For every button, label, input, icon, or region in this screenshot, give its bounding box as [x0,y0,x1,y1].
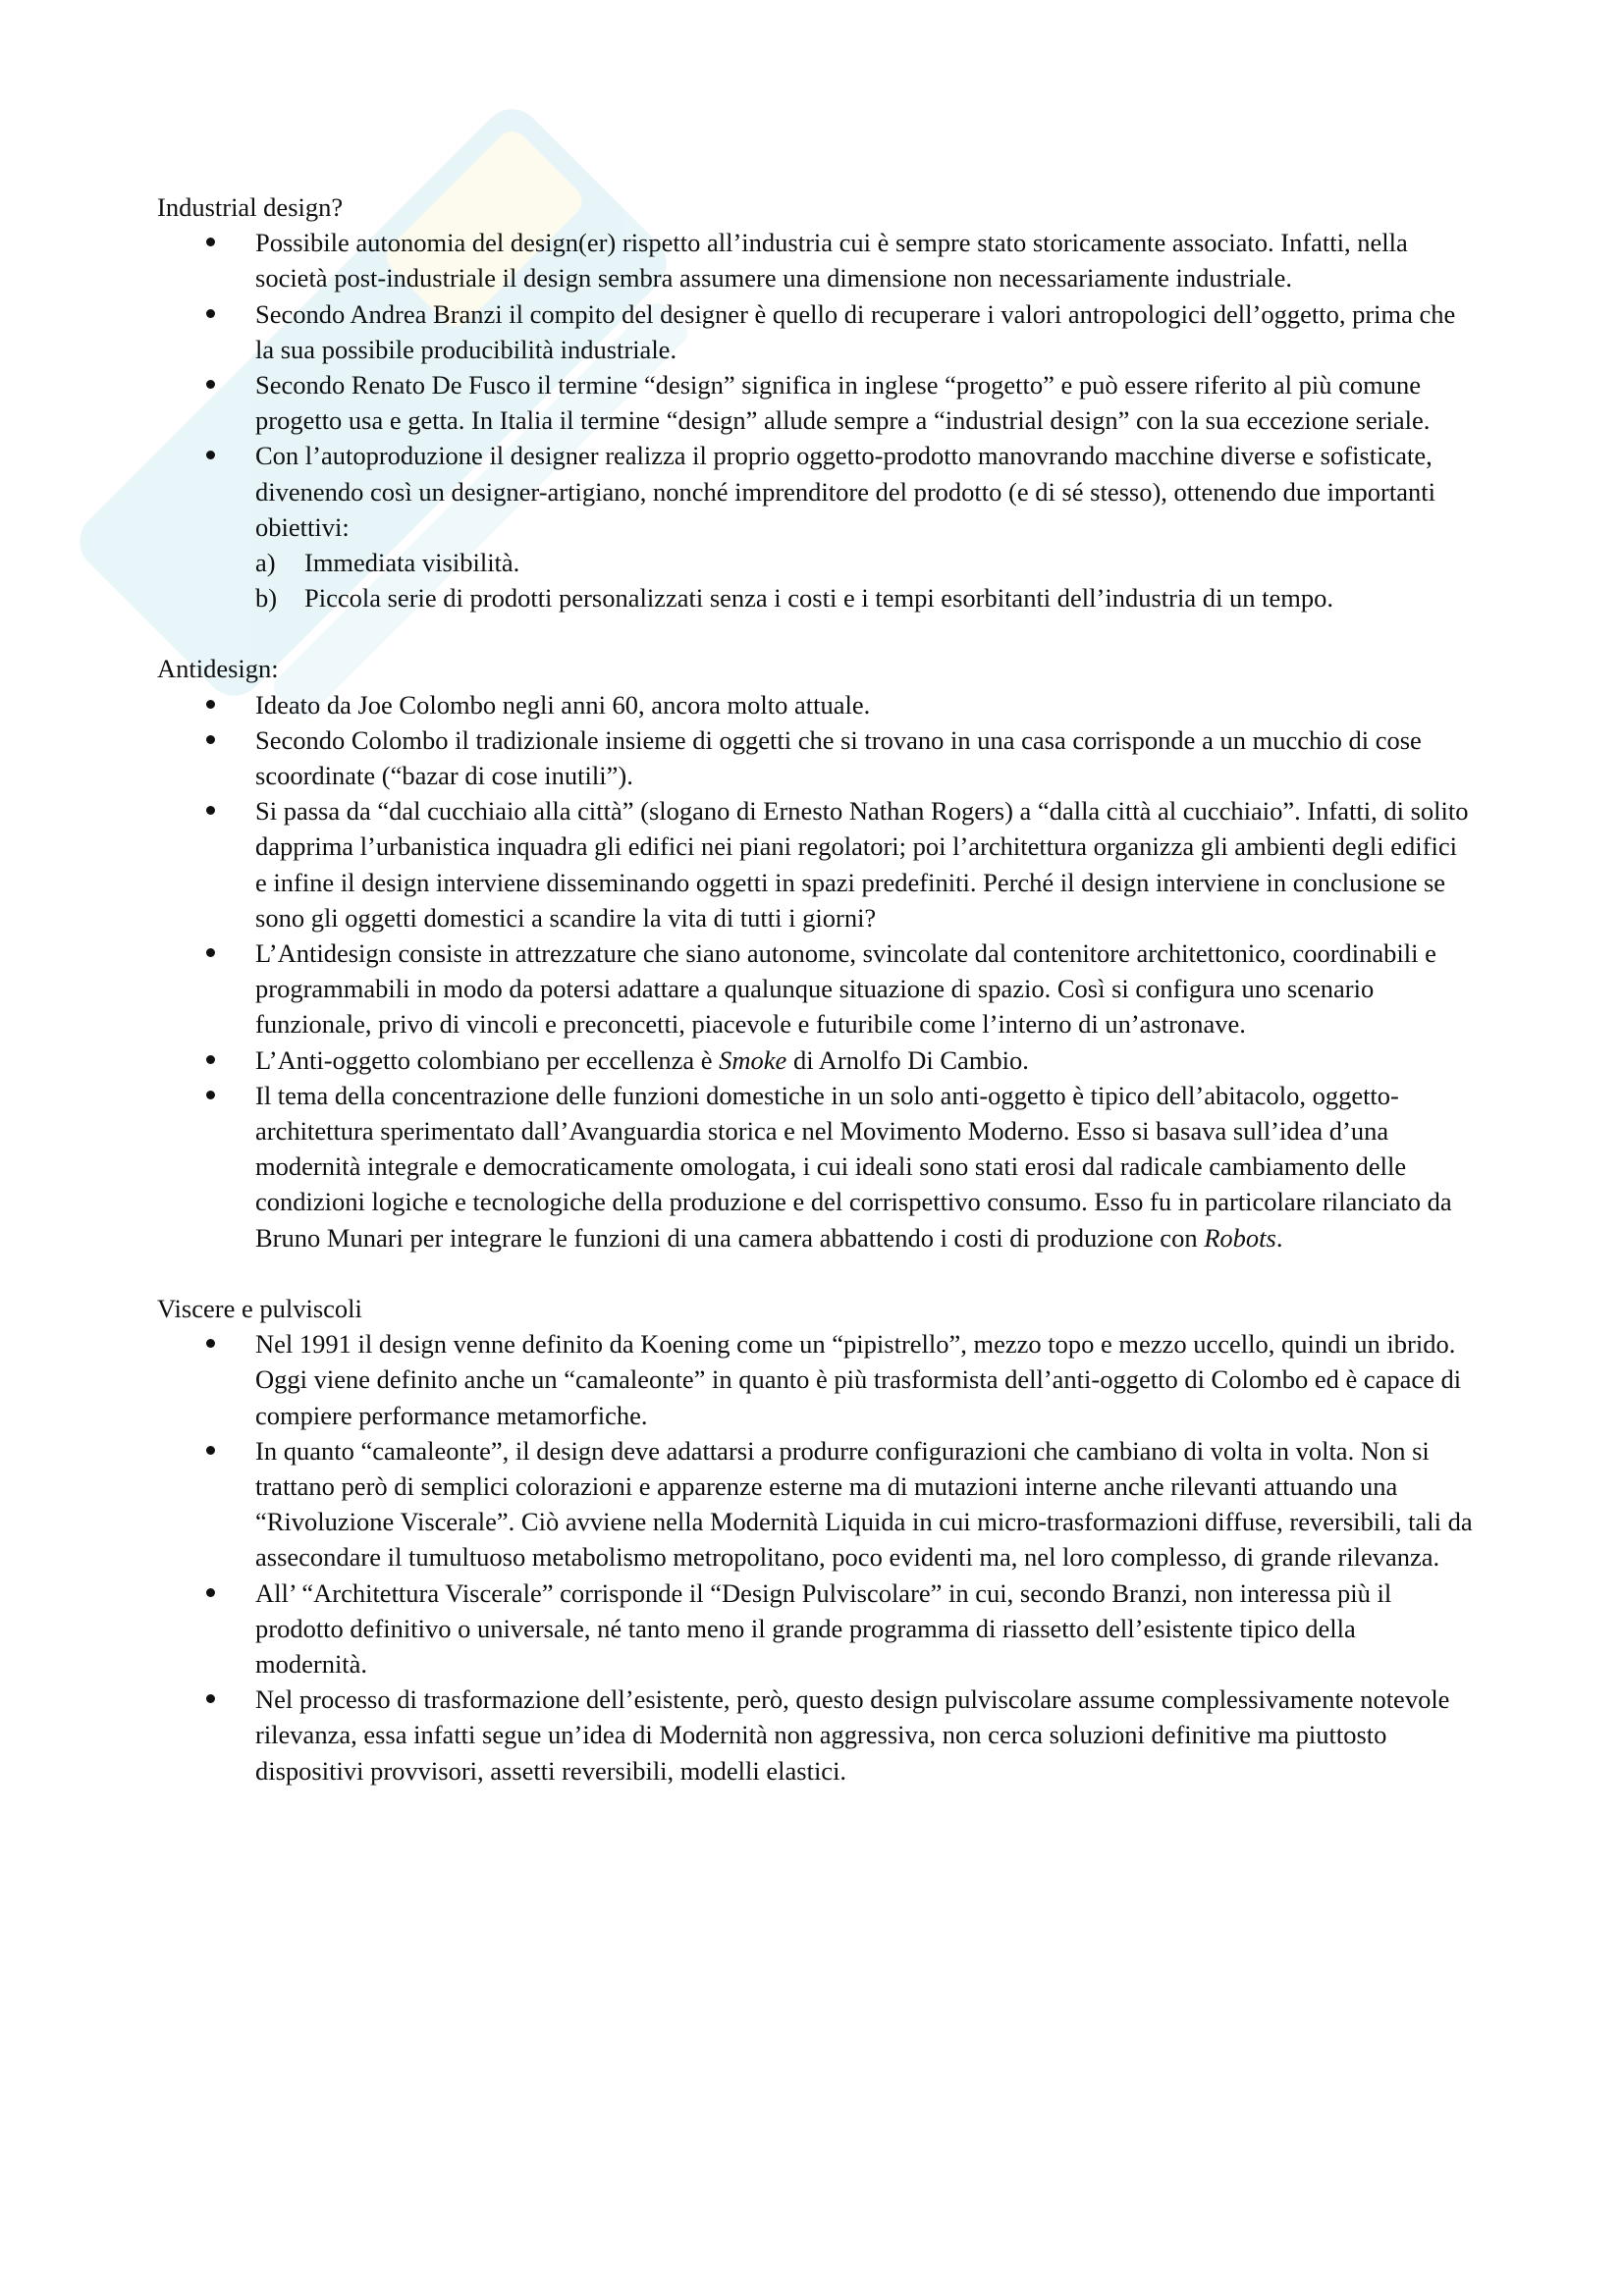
list-item: Nel 1991 il design venne definito da Koening come un “pipistrello”, mezzo topo e mezzo uccello, quindi un ibrido. Oggi viene definito anche un “camaleonte” in quanto è più trasformista dell’anti-oggetto di Colombo ed è capace di compiere performance metamorfiche. [157,1326,1473,1433]
sub-list-text: Immediata visibilità. [304,548,520,578]
document-page [157,189,1473,1824]
list-item: In quanto “camaleonte”, il design deve adattarsi a produrre configurazioni che cambiano di volta in volta. Non si trattano però di semplici colorazioni e apparenze esterne ma di mutazioni interne anche rilevanti attuando una “Rivoluzione Viscerale”. Ciò avviene nella Modernità Liquida in cui micro-trasformazioni diffuse, reversibili, tali da assecondare il tumultuoso metabolismo metropolitano, poco evidenti ma, nel loro complesso, di grande rilevanza. [157,1433,1473,1575]
section-title: Viscere e pulviscoli [157,1293,362,1323]
list-item [157,1042,1473,1078]
text-run: Il tema della concentrazione delle funzioni domestiche in un solo anti-oggetto è tipico dell’abitacolo, oggetto-architettura sperimentato dall’Avanguardia storica e nel Movimento Moderno. Esso si basava sull’idea d’una modernità integrale e democraticamente omologata, i cui ideali sono stati erosi dal radicale cambiamento delle condizioni logiche e tecnologiche della produzione e del corrispettivo consumo. Esso fu in particolare rilanciato da Bruno Munari per integrare le funzioni di una camera abbattendo i costi di produzione con [255,1080,1452,1253]
sub-list-marker: b) [255,583,278,614]
list-item: Secondo Colombo il tradizionale insieme di oggetti che si trovano in una casa corrisponde a un mucchio di cose scoordinate (“bazar di cose inutili”). [157,722,1473,793]
list-item-text: Con l’autoproduzione il designer realizza il proprio oggetto-prodotto manovrando macchine diverse e sofisticate, divenendo così un designer-artigiano, nonché imprenditore del prodotto (e di sé stesso), ottenendo due importanti obiettivi: [255,441,1435,542]
section-viscere-e-pulviscoli [157,1291,1473,1789]
list-item: Secondo Renato De Fusco il termine “design” significa in inglese “progetto” e può essere riferito al più comune progetto usa e getta. In Italia il termine “design” allude sempre a “industrial design” con la sua eccezione seriale. [157,367,1473,438]
sub-list-text: Piccola serie di prodotti personalizzati senza i costi e i tempi esorbitanti dell’industria di un tempo. [304,583,1333,614]
list-item: Si passa da “dal cucchiaio alla città” (slogano di Ernesto Nathan Rogers) a “dalla città al cucchiaio”. Infatti, di solito dapprima l’urbanistica inquadra gli edifici nei piani regolatori; poi l’architettura organizza gli ambienti degli edifici e infine il design interviene disseminando oggetti in spazi predefiniti. Perché il design interviene in conclusione se sono gli oggetti domestici a scandire la vita di tutti i giorni? [157,793,1473,935]
sub-list-item [255,580,1473,615]
section-industrial-design [157,189,1473,615]
text-run: . [1275,1222,1283,1253]
text-run: di Arnolfo Di Cambio. [786,1044,1029,1075]
bullet-list [157,225,1473,615]
section-title: Industrial design? [157,192,344,222]
sub-list-item [255,545,1473,580]
list-item [157,438,1473,615]
list-item: Possibile autonomia del design(er) rispetto all’industria cui è sempre stato storicamente associato. Infatti, nella società post-industriale il design sembra assumere una dimensione non necessariamente industriale. [157,225,1473,295]
bullet-list [157,687,1473,1255]
list-item: Secondo Andrea Branzi il compito del designer è quello di recuperare i valori antropologici dell’oggetto, prima che la sua possibile producibilità industriale. [157,296,1473,367]
sub-list-marker: a) [255,548,276,578]
list-item: All’ “Architettura Viscerale” corrisponde il “Design Pulviscolare” in cui, secondo Branzi, non interessa più il prodotto definitivo o universale, né tanto meno il grande programma di riassetto dell’esistente tipico della modernità. [157,1575,1473,1682]
list-item [157,1078,1473,1255]
text-run: L’Anti-oggetto colombiano per eccellenza è [255,1044,720,1075]
section-title: Antidesign: [157,654,279,684]
italic-title: Robots [1204,1222,1276,1253]
list-item: L’Antidesign consiste in attrezzature che siano autonome, svincolate dal contenitore architettonico, coordinabili e programmabili in modo da potersi adattare a qualunque situazione di spazio. Così si configura uno scenario funzionale, privo di vincoli e preconcetti, piacevole e futuribile come l’interno di un’astronave. [157,935,1473,1042]
list-item: Nel processo di trasformazione dell’esistente, però, questo design pulviscolare assume complessivamente notevole rilevanza, essa infatti segue un’idea di Modernità non aggressiva, non cerca soluzioni definitive ma piuttosto dispositivi provvisori, assetti reversibili, modelli elastici. [157,1682,1473,1789]
italic-title: Smoke [719,1044,787,1075]
bullet-list [157,1326,1473,1789]
section-antidesign [157,651,1473,1255]
list-item: Ideato da Joe Colombo negli anni 60, ancora molto attuale. [157,687,1473,722]
sub-list [255,545,1473,615]
